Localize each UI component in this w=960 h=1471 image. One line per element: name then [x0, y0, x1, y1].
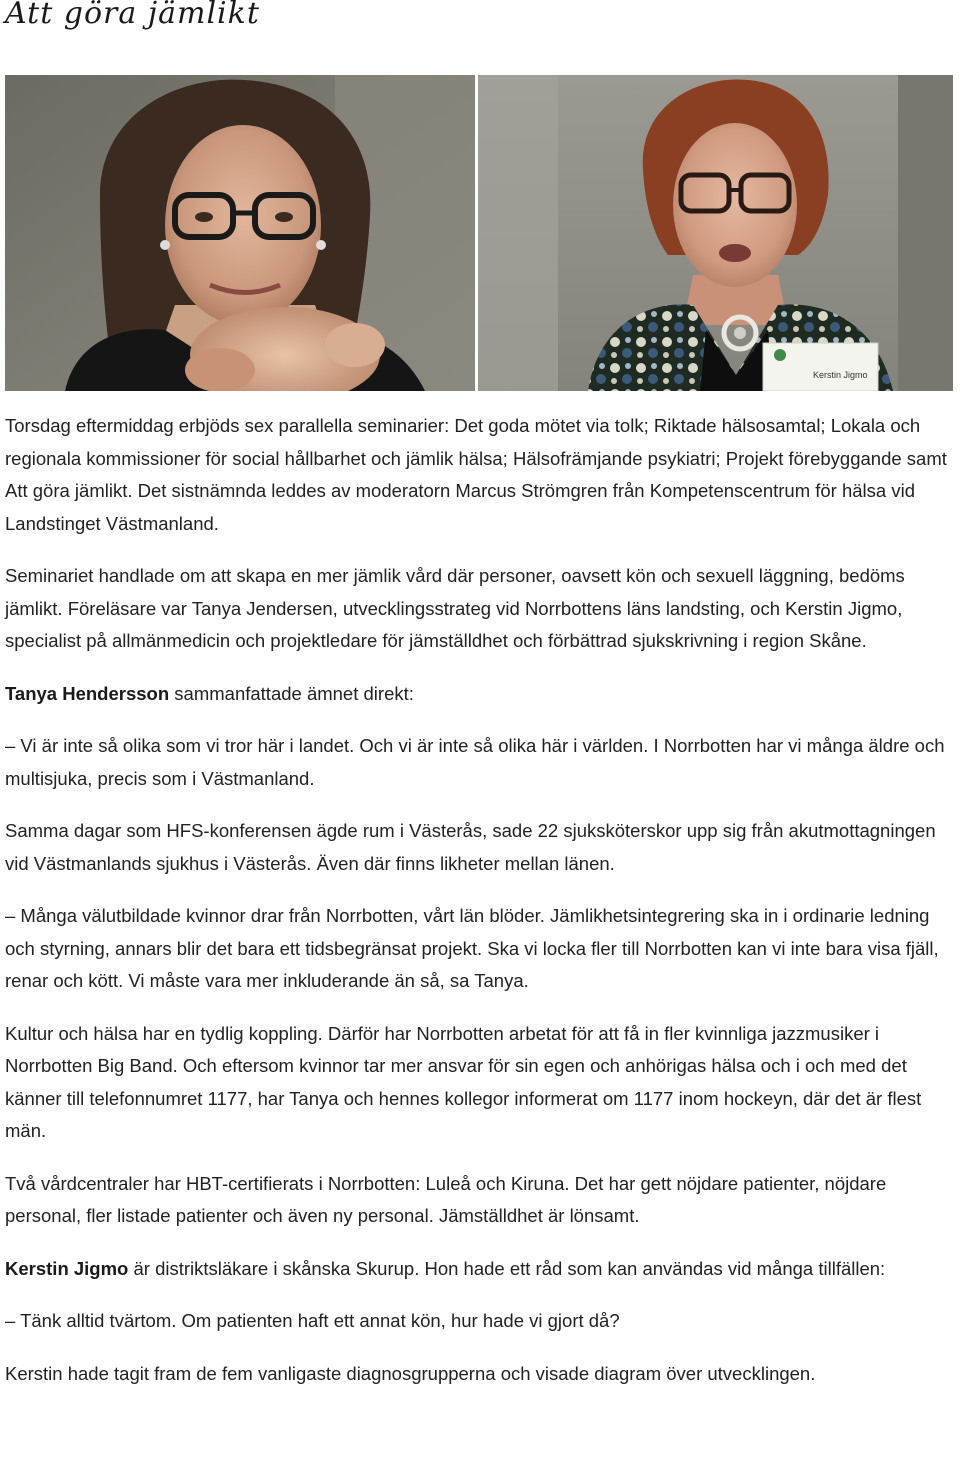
- article-body: [5, 410, 957, 1410]
- speaker-name-tanya: Tanya Hendersson: [5, 682, 170, 704]
- paragraph-vasteras: Samma dagar som HFS-konferensen ägde rum i Västerås, sade 22 sjuksköterskor upp sig från akutmottagningen vid Västmanlands sjukhus i Västerås. Även där finns likheter mellan länen.: [5, 820, 936, 874]
- paragraph-quote-1: – Vi är inte så olika som vi tror här i landet. Och vi är inte så olika här i världen. I Norrbotten har vi många äldre och multisjuka, precis som i Västmanland.: [5, 735, 945, 789]
- speaker-photo-right-image: [478, 75, 953, 391]
- name-badge-text: Kerstin Jigmo: [813, 370, 868, 380]
- paragraph-quote-3: – Tänk alltid tvärtom. Om patienten haft ett annat kön, hur hade vi gjort då?: [5, 1310, 620, 1331]
- speaker-photo-left-image: [5, 75, 475, 391]
- paragraph-seminar: Seminariet handlade om att skapa en mer jämlik vård där personer, oavsett kön och sexuell läggning, bedöms jämlikt. Föreläsare var Tanya Jendersen, utvecklingsstrateg vid Norrbottens läns landsting, och Kerstin Jigmo, specialist på allmänmedicin och projektledare för jämställdhet och förbättrad sjukskrivning i region Skåne.: [5, 565, 905, 651]
- speaker-photo-right: [478, 75, 953, 391]
- article-title: Att göra jämlikt: [5, 0, 260, 31]
- speaker-name-kerstin: Kerstin Jigmo: [5, 1257, 129, 1279]
- photo-row: [5, 75, 953, 391]
- paragraph-quote-2: – Många välutbildade kvinnor drar från Norrbotten, vårt län blöder. Jämlikhetsintegrering ska in i ordinarie ledning och styrning, annars blir det bara ett tidsbegränsat projekt. Ska vi locka fler till Norrbotten kan vi inte bara visa fjäll, renar och kött. Vi måste vara mer inkluderande än så, sa Tanya.: [5, 905, 939, 991]
- paragraph-tanya-intro-text: sammanfattade ämnet direkt:: [169, 682, 414, 704]
- paragraph-tanya-intro: [5, 678, 957, 711]
- paragraph-culture: Kultur och hälsa har en tydlig koppling. Därför har Norrbotten arbetat för att få in fler kvinnliga jazzmusiker i Norrbotten Big Band. Och eftersom kvinnor tar mer ansvar för sin egen och anhörigas hälsa och i och med det känner till telefonnumret 1177, har Tanya och hennes kollegor informerat om 1177 inom hockeyn, där det är flest män.: [5, 1022, 922, 1141]
- paragraph-intro: Torsdag eftermiddag erbjöds sex parallella seminarier: Det goda mötet via tolk; Riktade hälsosamtal; Lokala och regionala kommissioner för social hållbarhet och jämlik hälsa; Hälsofrämjande psykiatri; Projekt förebyggande samt Att göra jämlikt. Det sistnämnda leddes av moderatorn Marcus Strömgren från Kompetenscentrum för hälsa vid Landstinget Västmanland.: [5, 415, 947, 534]
- speaker-photo-left: [5, 75, 475, 391]
- paragraph-kerstin-intro: [5, 1253, 957, 1286]
- paragraph-diagnoses: Kerstin hade tagit fram de fem vanligaste diagnosgrupperna och visade diagram över utvecklingen.: [5, 1362, 816, 1384]
- paragraph-hbt: Två vårdcentraler har HBT-certifierats i Norrbotten: Luleå och Kiruna. Det har gett nöjdare patienter, nöjdare personal, fler listade patienter och även ny personal. Jämställdhet är lönsamt.: [5, 1172, 887, 1226]
- paragraph-kerstin-intro-text: är distriktsläkare i skånska Skurup. Hon hade ett råd som kan användas vid många tillfällen:: [128, 1257, 886, 1279]
